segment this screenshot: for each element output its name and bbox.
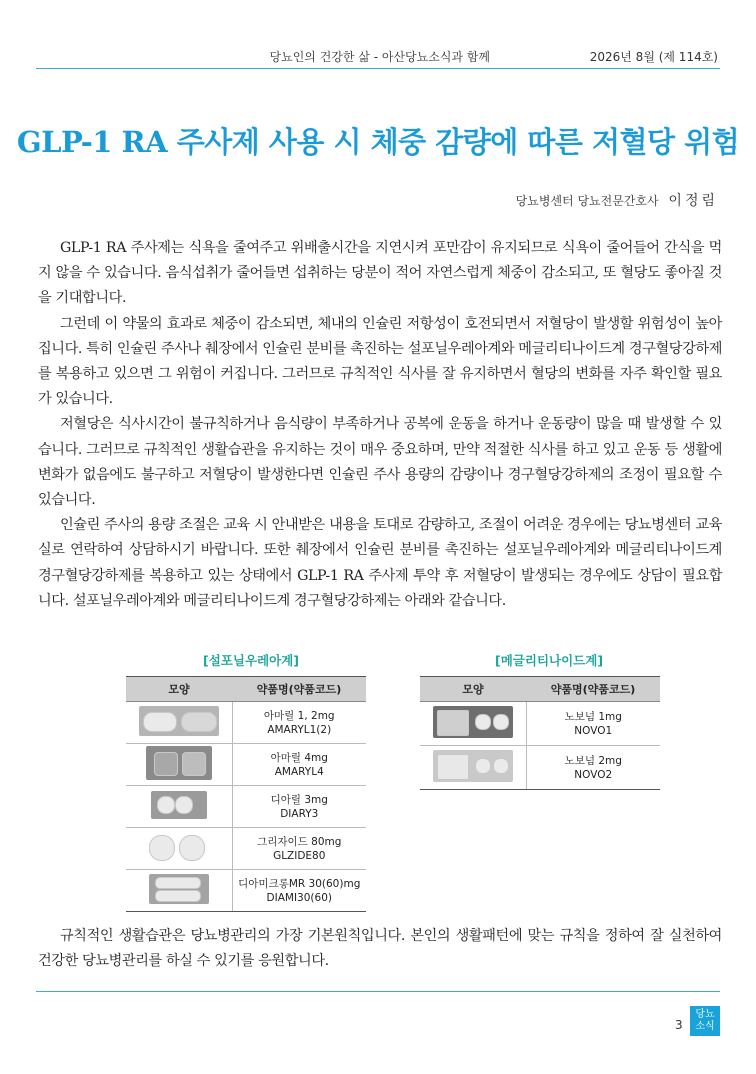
issue-date: 2026년 8월 (제 114호) [589, 50, 718, 64]
paragraph-4: 인슐린 주사의 용량 조절은 교육 시 안내받은 내용을 토대로 감량하고, 조절이 어려운 경우에는 당뇨병센터 교육실로 연락하여 상담하시기 바랍니다. 또한 췌장에서 인슐린 분비를 촉진하는 설포닐우레아계와 메글리티나이드계 경구혈당강하제를 복용하고 있는 상태에서 GLP-1 RA 주사제 투약 후 저혈당이 발생되는 경우에도 상담이 필요합니다. 설포닐우레아계와 메글리티나이드계 경구혈당강하제는 아래와 같습니다. [38, 517, 722, 609]
drug-name: 그리자이드 80mg [257, 835, 342, 848]
author-line [516, 190, 718, 210]
meglitinide-table [420, 676, 660, 790]
col-drug-name: 약품명(약품코드) [232, 677, 366, 702]
table-row [126, 786, 366, 828]
drug-name: 디아릴 3mg [270, 793, 328, 806]
closing-text [38, 924, 722, 974]
drug-cell [526, 746, 660, 790]
pill-image [126, 870, 232, 912]
header-divider [36, 68, 720, 69]
paragraph-3: 저혈당은 식사시간이 불규칙하거나 음식량이 부족하거나 공복에 운동을 하거나 운동량이 많을 때 발생할 수 있습니다. 그러므로 규칙적인 생활습관을 유지하는 것이 매우 중요하며, 만약 적절한 식사를 하고 있고 운동 등 생활에 변화가 없음에도 불구하고 저혈당이 발생한다면 인슐린 주사 용량의 감량이나 경구혈당강하제의 조정이 필요할 수 있습니다. [38, 416, 722, 509]
page-header [36, 44, 720, 68]
pill-image [420, 702, 526, 746]
badge-line-2: 소식 [695, 1021, 715, 1032]
pill-image [126, 786, 232, 828]
pill-image [126, 702, 232, 744]
drug-cell [232, 702, 366, 744]
closing-paragraph: 규칙적인 생활습관은 당뇨병관리의 가장 기본원칙입니다. 본인의 생활패턴에 맞는 규칙을 정하여 잘 실천하여 건강한 당뇨병관리를 하실 수 있기를 응원합니다. [38, 928, 722, 970]
drug-name: 디아미크롱MR 30(60)mg [238, 877, 361, 890]
pill-image [126, 744, 232, 786]
meglitinide-label: [메글리티나이드계] [495, 653, 604, 668]
drug-code: GLZIDE80 [273, 849, 326, 862]
drug-code: DIARY3 [280, 807, 319, 820]
paragraph-1: GLP-1 RA 주사제는 식욕을 줄여주고 위배출시간을 지연시켜 포만감이 유지되므로 식욕이 줄어들어 간식을 먹지 않을 수 있습니다. 음식섭취가 줄어들면 섭취하는 당분이 적어 자연스럽게 체중이 감소되고, 또 혈당도 좋아질 것을 기대합니다. [38, 240, 722, 307]
drug-code: NOVO1 [574, 724, 613, 737]
col-drug-name: 약품명(약품코드) [526, 677, 660, 702]
badge-line-1: 당뇨 [695, 1009, 715, 1020]
pill-image [420, 746, 526, 790]
author-name: 이정림 [668, 193, 718, 209]
drug-cell [232, 786, 366, 828]
article-title: GLP-1 RA 주사제 사용 시 체중 감량에 따른 저혈당 위험 [16, 125, 740, 159]
drug-code: AMARYL1(2) [267, 723, 332, 736]
sulfonylurea-label: [설포닐우레아계] [203, 653, 299, 668]
table-row [126, 828, 366, 870]
sulfonylurea-table [126, 676, 366, 912]
table-row [420, 746, 660, 790]
drug-code: AMARYL4 [274, 765, 324, 778]
drug-name: 노보넘 2mg [564, 754, 622, 767]
drug-code: DIAMI30(60) [266, 891, 332, 904]
drug-name: 아마릴 4mg [270, 751, 328, 764]
newsletter-name: 당뇨인의 건강한 삶 - 아산당뇨소식과 함께 [269, 50, 490, 64]
page-number: 3 [675, 1018, 683, 1032]
drug-name: 노보넘 1mg [564, 710, 622, 723]
drug-cell [232, 828, 366, 870]
article-body [38, 236, 722, 614]
col-shape: 모양 [420, 677, 526, 702]
drug-code: NOVO2 [574, 768, 613, 781]
pill-image [126, 828, 232, 870]
table-row [126, 870, 366, 912]
col-shape: 모양 [126, 677, 232, 702]
drug-cell [232, 744, 366, 786]
drug-cell [526, 702, 660, 746]
drug-name: 아마릴 1, 2mg [263, 709, 335, 722]
footer-divider [36, 991, 720, 992]
drug-cell [232, 870, 366, 912]
newsletter-badge [690, 1006, 720, 1036]
table-row [126, 702, 366, 744]
table-row [126, 744, 366, 786]
paragraph-2: 그런데 이 약물의 효과로 체중이 감소되면, 체내의 인슐린 저항성이 호전되면서 저혈당이 발생할 위험성이 높아집니다. 특히 인슐린 주사나 췌장에서 인슐린 분비를 촉진하는 설포닐우레아계와 메글리티나이드계 경구혈당강하제를 복용하고 있으면 그 위험이 커집니다. 그러므로 규칙적인 식사를 잘 유지하면서 혈당의 변화를 자주 확인할 필요가 있습니다. [38, 315, 722, 408]
author-role: 당뇨병센터 당뇨전문간호사 [515, 194, 659, 208]
table-row [420, 702, 660, 746]
